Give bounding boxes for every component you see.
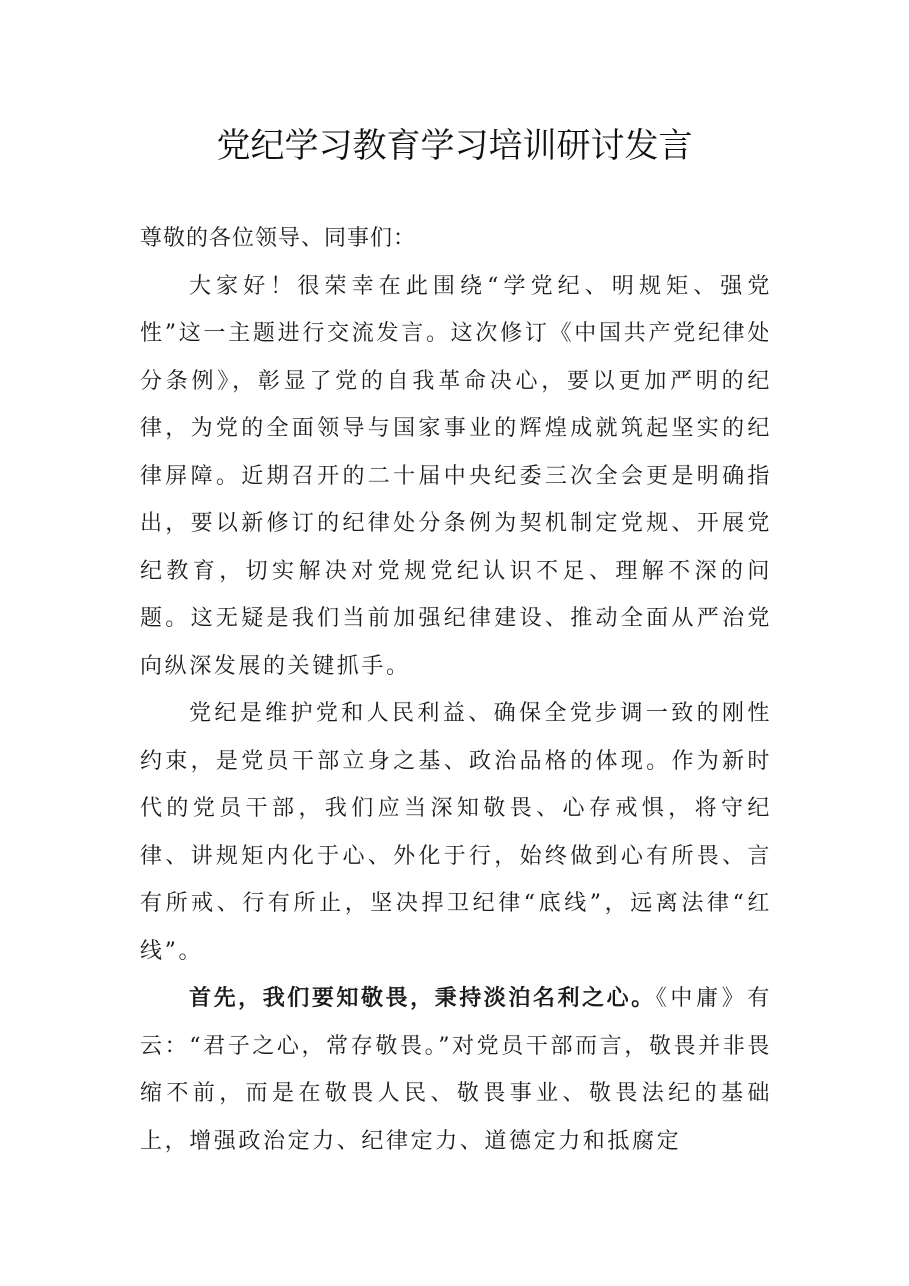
paragraph-3-text: 《中庸》有云：“君子之心，常存敬畏。”对党员干部而言，敬畏并非畏缩不前，而是在敬畏人民、敬畏事业、敬畏法纪的基础上，增强政治定力、纪律定力、道德定力和抵腐定 bbox=[140, 986, 772, 1154]
paragraph-3-lead: 首先，我们要知敬畏，秉持淡泊名利之心。 bbox=[189, 986, 656, 1011]
salutation: 尊敬的各位领导、同事们： bbox=[140, 226, 417, 251]
paragraph-1: 大家好！很荣幸在此围绕“学党纪、明规矩、强党性”这一主题进行交流发言。这次修订《中国共产党纪律处分条例》，彰显了党的自我革命决心，要以更加严明的纪律，为党的全面领导与国家事业的辉煌成就筑起坚实的纪律屏障。近期召开的二十届中央纪委三次全会更是明确指出，要以新修订的纪律处分条例为契机制定党规、开展党纪教育，切实解决对党规党纪认识不足、理解不深的问题。这无疑是我们当前加强纪律建设、推动全面从严治党向纵深发展的关键抓手。 bbox=[140, 273, 772, 679]
paragraph-2: 党纪是维护党和人民利益、确保全党步调一致的刚性约束，是党员干部立身之基、政治品格的体现。作为新时代的党员干部，我们应当深知敬畏、心存戒惧，将守纪律、讲规矩内化于心、外化于行，始终做到心有所畏、言有所戒、行有所止，坚决捍卫纪律“底线”，远离法律“红线”。 bbox=[140, 701, 772, 964]
document-body bbox=[140, 215, 772, 1165]
document-title: 党纪学习教育学习培训研讨发言 bbox=[216, 126, 693, 166]
paragraph-3 bbox=[140, 975, 772, 1165]
